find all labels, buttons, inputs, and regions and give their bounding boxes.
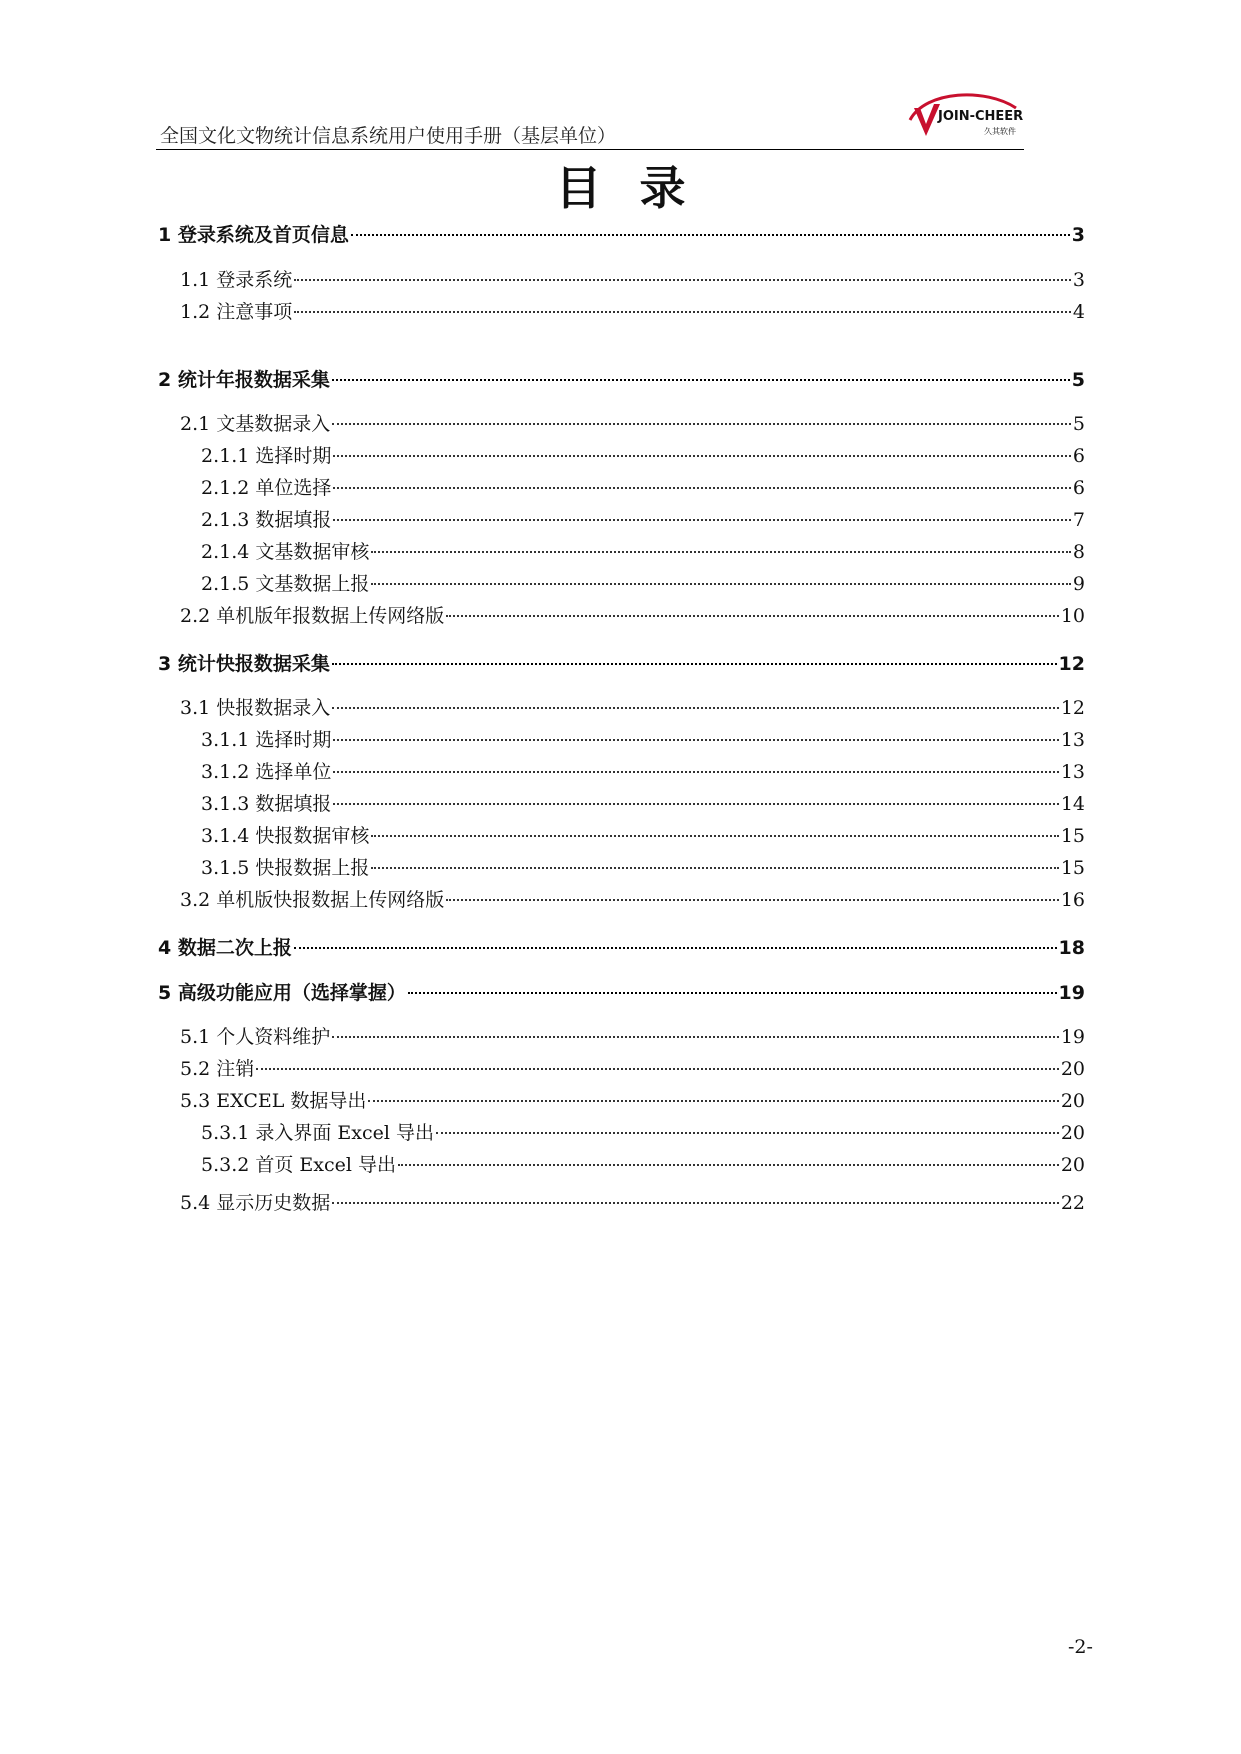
- toc-entry-label: 3.1.4 快报数据审核: [201, 825, 370, 847]
- toc-entry-label: 1.2 注意事项: [180, 301, 293, 323]
- toc-entry-page: 16: [1060, 889, 1085, 911]
- toc-entry-page: 20: [1060, 1122, 1085, 1144]
- toc-entry-label: 2.1.4 文基数据审核: [201, 541, 370, 563]
- toc-dot-leader: [256, 1068, 1059, 1070]
- toc-entry-page: 20: [1060, 1154, 1085, 1176]
- toc-dot-leader: [398, 1164, 1059, 1166]
- toc-entry-label: 5.3.1 录入界面 Excel 导出: [201, 1122, 435, 1144]
- toc-entry[interactable]: [180, 693, 1085, 720]
- toc-entry-label: 2 统计年报数据采集: [158, 369, 330, 391]
- toc-entry[interactable]: [180, 1054, 1085, 1081]
- toc-dot-leader: [332, 423, 1071, 425]
- toc-dot-leader: [333, 771, 1058, 773]
- toc-dot-leader: [351, 234, 1070, 236]
- toc-entry-label: 5.1 个人资料维护: [180, 1026, 331, 1048]
- toc-dot-leader: [333, 455, 1071, 457]
- toc-entry-label: 4 数据二次上报: [158, 937, 292, 959]
- toc-dot-leader: [371, 867, 1058, 869]
- toc-entry[interactable]: [201, 725, 1085, 752]
- toc-entry[interactable]: [201, 757, 1085, 784]
- toc-dot-leader: [446, 899, 1059, 901]
- toc-entry[interactable]: [158, 220, 1085, 247]
- toc-entry-label: 2.1.3 数据填报: [201, 509, 332, 531]
- toc-entry[interactable]: [180, 885, 1085, 912]
- toc-entry-label: 3.1.2 选择单位: [201, 761, 332, 783]
- toc-entry[interactable]: [180, 1022, 1085, 1049]
- toc-entry-page: 15: [1060, 857, 1085, 879]
- toc-entry-page: 20: [1060, 1058, 1085, 1080]
- page-number: -2-: [1068, 1636, 1093, 1658]
- toc-entry-label: 2.1.1 选择时期: [201, 445, 332, 467]
- toc-entry-label: 3.1.1 选择时期: [201, 729, 332, 751]
- toc-dot-leader: [332, 1202, 1059, 1204]
- toc-entry[interactable]: [201, 821, 1085, 848]
- toc-entry[interactable]: [158, 649, 1085, 676]
- toc-entry-page: 18: [1058, 937, 1085, 959]
- toc-entry-page: 14: [1060, 793, 1085, 815]
- toc-entry-label: 1.1 登录系统: [180, 269, 293, 291]
- toc-entry-page: 19: [1058, 982, 1085, 1004]
- toc-entry-page: 8: [1072, 541, 1085, 563]
- toc-entry-page: 4: [1072, 301, 1085, 323]
- toc-entry-page: 6: [1072, 477, 1085, 499]
- toc-entry[interactable]: [201, 853, 1085, 880]
- toc-dot-leader: [368, 1100, 1058, 1102]
- toc-entry-label: 2.2 单机版年报数据上传网络版: [180, 605, 445, 627]
- toc-dot-leader: [333, 487, 1071, 489]
- toc-dot-leader: [332, 379, 1070, 381]
- toc-entry[interactable]: [201, 473, 1085, 500]
- toc-dot-leader: [294, 311, 1071, 313]
- toc-entry[interactable]: [180, 1086, 1085, 1113]
- toc-dot-leader: [408, 992, 1057, 994]
- toc-entry-page: 13: [1060, 729, 1085, 751]
- toc-entry-page: 22: [1060, 1192, 1085, 1214]
- toc-dot-leader: [371, 583, 1071, 585]
- toc-entry-label: 2.1 文基数据录入: [180, 413, 331, 435]
- toc-entry-page: 12: [1060, 697, 1085, 719]
- toc-entry-label: 5 高级功能应用（选择掌握）: [158, 982, 406, 1004]
- toc-entry-label: 5.3 EXCEL 数据导出: [180, 1090, 367, 1112]
- toc-dot-leader: [446, 615, 1059, 617]
- toc-entry[interactable]: [201, 789, 1085, 816]
- toc-entry-page: 13: [1060, 761, 1085, 783]
- toc-entry-page: 7: [1072, 509, 1085, 531]
- toc-entry[interactable]: [201, 505, 1085, 532]
- toc-entry-page: 9: [1072, 573, 1085, 595]
- toc-entry-page: 5: [1072, 413, 1085, 435]
- toc-dot-leader: [371, 551, 1071, 553]
- toc-dot-leader: [333, 519, 1071, 521]
- toc-heading: 目录: [555, 161, 724, 215]
- toc-entry[interactable]: [180, 265, 1085, 292]
- toc-entry-page: 20: [1060, 1090, 1085, 1112]
- toc-entry-page: 3: [1072, 269, 1085, 291]
- toc-entry[interactable]: [180, 1188, 1085, 1215]
- toc-entry-page: 15: [1060, 825, 1085, 847]
- toc-entry-label: 5.2 注销: [180, 1058, 255, 1080]
- toc-entry-label: 5.4 显示历史数据: [180, 1192, 331, 1214]
- toc-dot-leader: [332, 1036, 1059, 1038]
- toc-entry-label: 3.1.3 数据填报: [201, 793, 332, 815]
- toc-entry-page: 12: [1058, 653, 1085, 675]
- toc-entry[interactable]: [201, 569, 1085, 596]
- logo-subtext: 久其软件: [984, 127, 1016, 136]
- toc-entry-page: 5: [1071, 369, 1085, 391]
- toc-dot-leader: [333, 739, 1058, 741]
- toc-dot-leader: [294, 947, 1057, 949]
- toc-entry-label: 3 统计快报数据采集: [158, 653, 330, 675]
- toc-entry[interactable]: [158, 978, 1085, 1005]
- toc-entry-label: 3.1.5 快报数据上报: [201, 857, 370, 879]
- toc-dot-leader: [332, 707, 1059, 709]
- toc-dot-leader: [294, 279, 1071, 281]
- toc-entry-label: 5.3.2 首页 Excel 导出: [201, 1154, 397, 1176]
- toc-entry-label: 1 登录系统及首页信息: [158, 224, 349, 246]
- toc-entry-page: 19: [1060, 1026, 1085, 1048]
- toc-entry[interactable]: [201, 441, 1085, 468]
- toc-dot-leader: [371, 835, 1058, 837]
- toc-entry[interactable]: [180, 601, 1085, 628]
- toc-entry-page: 3: [1071, 224, 1085, 246]
- toc-entry[interactable]: [201, 1150, 1085, 1177]
- toc-entry[interactable]: [158, 933, 1085, 960]
- toc-dot-leader: [333, 803, 1058, 805]
- toc-entry[interactable]: [180, 409, 1085, 436]
- document-header-title: 全国文化文物统计信息系统用户使用手册（基层单位）: [160, 125, 617, 147]
- toc-entry-label: 2.1.5 文基数据上报: [201, 573, 370, 595]
- logo-text: JOIN-CHEER: [938, 109, 1024, 124]
- toc-entry[interactable]: [158, 365, 1085, 392]
- toc-entry-page: 6: [1072, 445, 1085, 467]
- toc-dot-leader: [332, 663, 1057, 665]
- toc-entry[interactable]: [180, 297, 1085, 324]
- toc-entry-label: 3.2 单机版快报数据上传网络版: [180, 889, 445, 911]
- toc-entry-label: 2.1.2 单位选择: [201, 477, 332, 499]
- toc-entry-page: 10: [1060, 605, 1085, 627]
- toc-entry[interactable]: [201, 537, 1085, 564]
- toc-entry-label: 3.1 快报数据录入: [180, 697, 331, 719]
- toc-dot-leader: [436, 1132, 1059, 1134]
- toc-entry[interactable]: [201, 1118, 1085, 1145]
